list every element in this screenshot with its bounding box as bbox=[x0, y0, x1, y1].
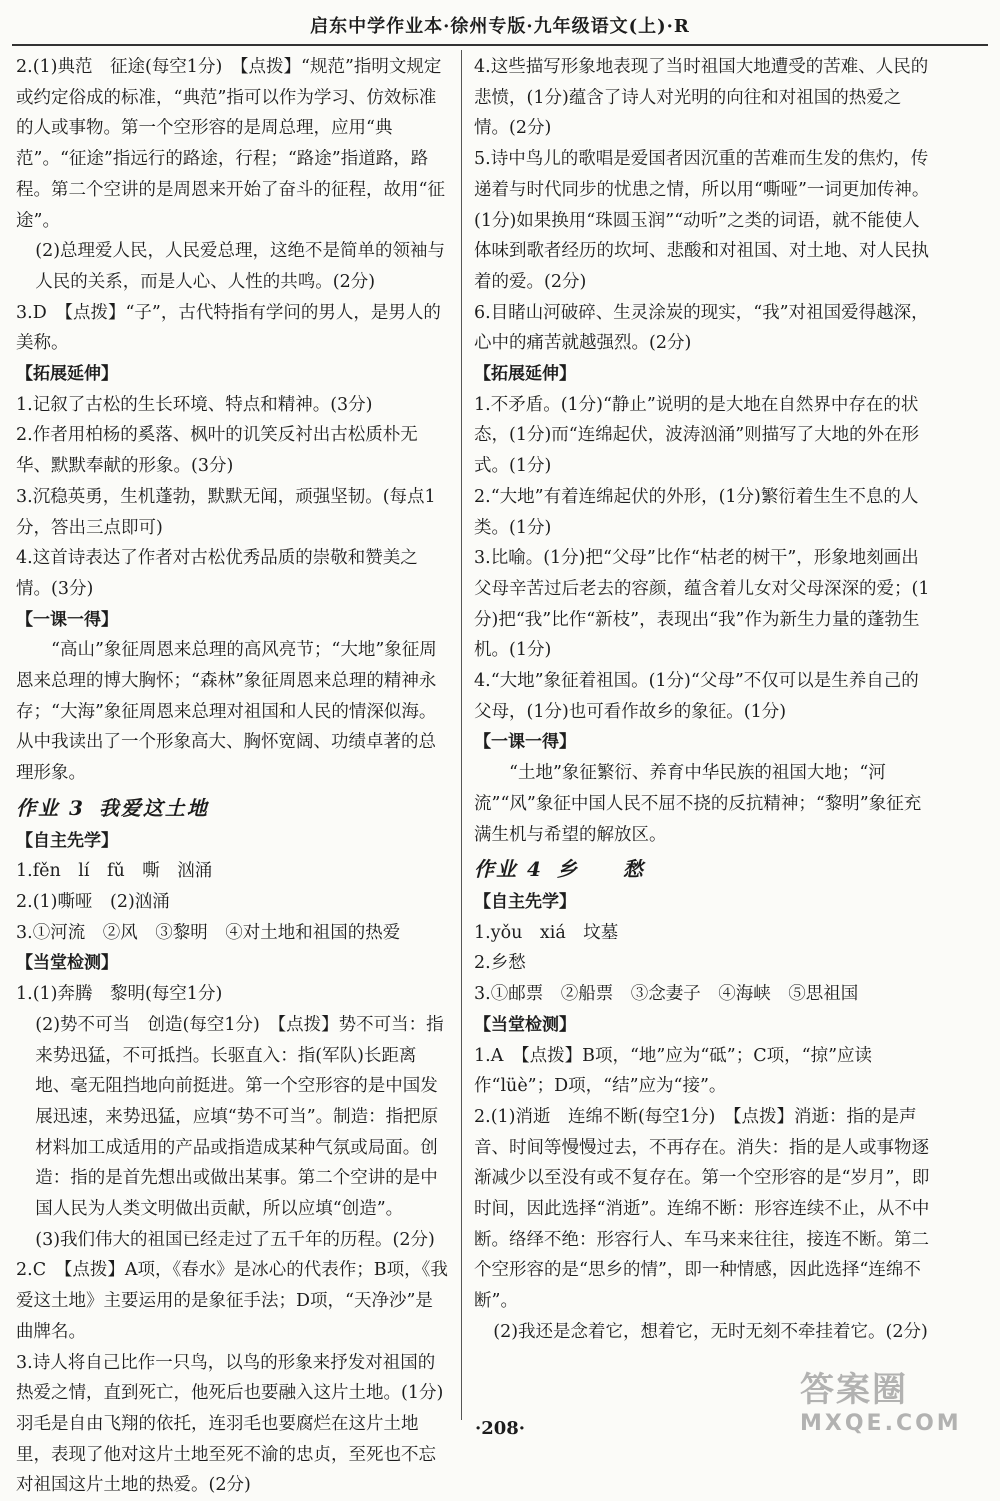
answer-item: 1.yǒu xiá 坟墓 bbox=[474, 922, 619, 943]
answer-item: 2.(1)嘶哑 (2)汹涌 bbox=[16, 891, 170, 912]
answer-item: 2.(1)消逝 连绵不断(每空1分) 【点拨】消逝：指的是声音、时间等慢慢过去，不再存在。消失：指的是人或事物逐渐减少以至没有或不复存在。第一个空形容的是“岁月”，即时间，因此选择“消逝”。连绵不断：形容连续不止，从不中断。络绎不绝：形容行人、车马来来往往，接连不断。第二个空形容的是“思乡的情”，即一种情感，因此选择“连绵不断”。 bbox=[474, 1106, 930, 1312]
answer-item: 4.“大地”象征着祖国。(1分)“父母”不仅可以是生养自己的父母，(1分)也可看作故乡的象征。(1分) bbox=[474, 671, 919, 722]
homework-title bbox=[16, 793, 448, 824]
answer-item: 3.D 【点拨】“子”，古代特指有学问的男人，是男人的美称。 bbox=[16, 302, 441, 354]
answer-item: 6.目睹山河破碎、生灵涂炭的现实，“我”对祖国爱得越深，心中的痛苦就越强烈。(2分) bbox=[474, 302, 929, 354]
watermark-text: 答案圈 bbox=[800, 1370, 908, 1410]
summary-paragraph: “土地”象征繁衍、养育中华民族的祖国大地；“河流”“风”象征中国人民不屈不挠的反抗精神；“黎明”象征充满生机与希望的解放区。 bbox=[474, 763, 922, 845]
section-heading: 【一课一得】 bbox=[474, 732, 576, 753]
answer-item: 3.比喻。(1分)把“父母”比作“枯老的树干”，形象地刻画出父母辛苦过后老去的容颜，蕴含着儿女对父母深深的爱；(1分)把“我”比作“新枝”，表现出“我”作为新生力量的蓬勃生机。(1分) bbox=[474, 548, 930, 661]
watermark-logo bbox=[800, 1370, 990, 1446]
answer-item: 1.A 【点拨】B项，“地”应为“砥”；C项，“掠”应读作“lüè”；D项，“结”应为“接”。 bbox=[474, 1045, 873, 1097]
section-heading: 【当堂检测】 bbox=[474, 1014, 576, 1035]
homework-number: 作业 4 bbox=[474, 857, 543, 882]
section-heading: 【自主先学】 bbox=[474, 891, 576, 912]
answer-subitem: (3)我们伟大的祖国已经走过了五千年的历程。(2分) bbox=[35, 1229, 435, 1250]
answer-subitem: (2)总理爱人民，人民爱总理，这绝不是简单的领袖与人民的关系，而是人心、人性的共鸣。(2分) bbox=[35, 241, 446, 292]
answer-item: 1.记叙了古松的生长环境、特点和精神。(3分) bbox=[16, 394, 373, 415]
section-heading: 【拓展延伸】 bbox=[474, 364, 576, 385]
answer-item: 1.(1)奔腾 黎明(每空1分) bbox=[16, 984, 223, 1005]
answer-item: 5.诗中鸟儿的歌唱是爱国者因沉重的苦难而生发的焦灼，传递着与时代同步的忧患之情，所以用“嘶哑”一词更加传神。(1分)如果换用“珠圆玉润”“动听”之类的词语，就不能使人体味到歌者经历的坎坷、悲酸和对祖国、对土地、对人民执着的爱。(2分) bbox=[474, 149, 930, 292]
answer-item: 4.这些描写形象地表现了当时祖国大地遭受的苦难、人民的悲愤，(1分)蕴含了诗人对光明的向往和对祖国的热爱之情。(2分) bbox=[474, 57, 929, 139]
answer-item: 3.①邮票 ②船票 ③念妻子 ④海峡 ⑤思祖国 bbox=[474, 984, 859, 1005]
right-column bbox=[474, 52, 932, 1412]
answer-item: 2.作者用柏杨的奚落、枫叶的讥笑反衬出古松质朴无华、默默奉献的形象。(3分) bbox=[16, 425, 418, 477]
answer-subitem: (2)我还是念着它，想着它，无时无刻不牵挂着它。(2分) bbox=[493, 1321, 928, 1342]
header-rule bbox=[12, 44, 988, 46]
homework-name: 乡 愁 bbox=[556, 857, 645, 882]
answer-item: 2.乡愁 bbox=[474, 953, 526, 974]
section-heading: 【拓展延伸】 bbox=[16, 364, 118, 385]
answer-item: 2.(1)典范 征途(每空1分) 【点拨】“规范”指明文规定或约定俗成的标准，“典范”指可以作为学习、仿效标准的人或事物。第一个空形容的是周总理，应用“典范”。“征途”指远行的路途，行程；“路途”指道路，路程。第二个空讲的是周恩来开始了奋斗的征程，故用“征途”。 bbox=[16, 57, 445, 231]
answer-item: 4.这首诗表达了作者对古松优秀品质的崇敬和赞美之情。(3分) bbox=[16, 548, 418, 599]
left-column bbox=[16, 52, 448, 1496]
summary-paragraph: “高山”象征周恩来总理的高风亮节；“大地”象征周恩来总理的博大胸怀；“森林”象征周恩来总理的精神永存；“大海”象征周恩来总理对祖国和人民的情深似海。从中我读出了一个形象高大、胸怀宽阔、功绩卓著的总理形象。 bbox=[16, 640, 437, 784]
section-heading: 【当堂检测】 bbox=[16, 953, 118, 974]
answer-subitem: (2)势不可当 创造(每空1分) 【点拨】势不可当：指来势迅猛，不可抵挡。长驱直入：指(军队)长距离地、毫无阻挡地向前挺进。第一个空形容的是中国发展迅速，来势迅猛，应填“势不可当”。制造：指把原材料加工成适用的产品或指造成某种气氛或局面。创造：指的是首先想出或做出某事。第二个空讲的是中国人民为人类文明做出贡献，所以应填“创造”。 bbox=[35, 1014, 444, 1220]
homework-title bbox=[474, 854, 932, 885]
answer-item: 3.沉稳英勇，生机蓬勃，默默无闻，顽强坚韧。(每点1分，答出三点即可) bbox=[16, 486, 436, 538]
homework-name: 我爱这土地 bbox=[98, 795, 209, 820]
watermark-url: MXQE.COM bbox=[800, 1411, 962, 1436]
column-divider bbox=[461, 50, 462, 1420]
answer-item: 3.①河流 ②风 ③黎明 ④对土地和祖国的热爱 bbox=[16, 922, 401, 943]
page-number: ·208· bbox=[474, 1418, 526, 1439]
section-heading: 【自主先学】 bbox=[16, 830, 118, 851]
section-heading: 【一课一得】 bbox=[16, 609, 118, 630]
answer-item: 3.诗人将自己比作一只鸟，以鸟的形象来抒发对祖国的热爱之情，直到死亡，他死后也要融入这片土地。(1分)羽毛是自由飞翔的依托，连羽毛也要腐烂在这片土地里，表现了他对这片土地至死不渝的忠贞，至死也不忘对祖国这片土地的热爱。(2分) bbox=[16, 1352, 444, 1496]
answer-item: 2.“大地”有着连绵起伏的外形，(1分)繁衍着生生不息的人类。(1分) bbox=[474, 486, 919, 538]
answer-item: 1.不矛盾。(1分)“静止”说明的是大地在自然界中存在的状态，(1分)而“连绵起伏，波涛汹涌”则描写了大地的外在形式。(1分) bbox=[474, 394, 920, 477]
answer-item: 2.C 【点拨】A项，《春水》是冰心的代表作；B项，《我爱这土地》主要运用的是象征手法；D项，“天净沙”是曲牌名。 bbox=[16, 1260, 448, 1342]
homework-number: 作业 3 bbox=[16, 795, 85, 820]
page-header: 启东中学作业本·徐州专版·九年级语文(上)·R bbox=[310, 16, 690, 37]
answer-item: 1.fěn lí fǔ 嘶 汹涌 bbox=[16, 861, 213, 882]
